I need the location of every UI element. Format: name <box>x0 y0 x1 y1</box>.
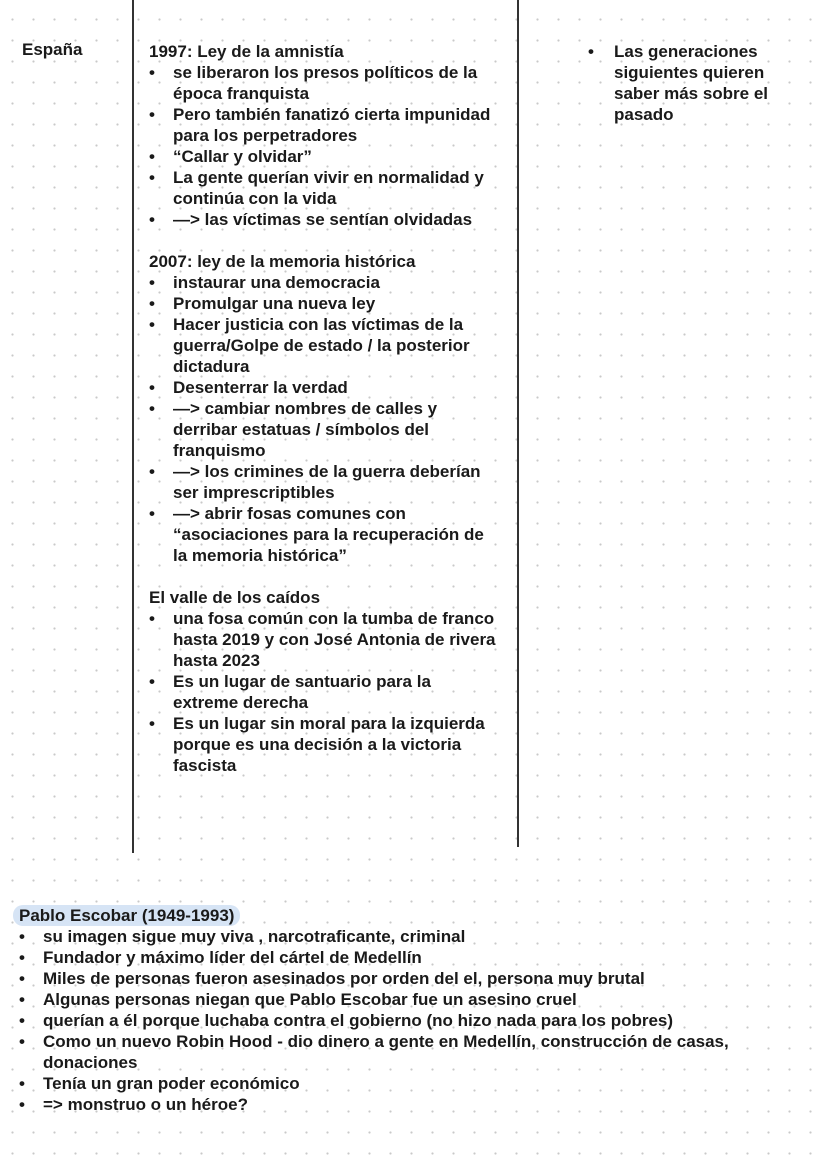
list-item: • Algunas personas niegan que Pablo Escobar fue un asesino cruel <box>19 989 759 1010</box>
memory-law-list <box>149 272 499 566</box>
memory-law-title: 2007: ley de la memoria histórica <box>149 252 416 271</box>
list-item: • —> las víctimas se sentían olvidadas <box>149 209 499 230</box>
list-item: • Tenía un gran poder económico <box>19 1073 759 1094</box>
list-item: • Como un nuevo Robin Hood - dio dinero a gente en Medellín, construcción de casas, donaciones <box>19 1031 759 1073</box>
table-divider-left <box>132 0 134 853</box>
list-item: • Miles de personas fueron asesinados por orden del el, persona muy brutal <box>19 968 759 989</box>
list-item: • => monstruo o un héroe? <box>19 1094 759 1115</box>
list-item: • “Callar y olvidar” <box>149 146 499 167</box>
list-item: • Es un lugar de santuario para la extreme derecha <box>149 671 499 713</box>
valley-list <box>149 608 499 776</box>
list-item: • —> abrir fosas comunes con “asociaciones para la recuperación de la memoria histórica” <box>149 503 499 566</box>
list-item: • su imagen sigue muy viva , narcotraficante, criminal <box>19 926 759 947</box>
list-item: • Las generaciones siguientes quieren saber más sobre el pasado <box>588 41 803 125</box>
country-label: España <box>22 40 83 59</box>
list-item: • Promulgar una nueva ley <box>149 293 499 314</box>
list-item: • Fundador y máximo líder del cártel de Medellín <box>19 947 759 968</box>
list-item: • —> cambiar nombres de calles y derribar estatuas / símbolos del franquismo <box>149 398 499 461</box>
spain-notes <box>149 41 499 776</box>
amnesty-list <box>149 62 499 230</box>
list-item: • querían a él porque luchaba contra el gobierno (no hizo nada para los pobres) <box>19 1010 759 1031</box>
amnesty-title: 1997: Ley de la amnistía <box>149 42 344 61</box>
escobar-title: Pablo Escobar (1949-1993) <box>13 905 240 926</box>
list-item: • una fosa común con la tumba de franco hasta 2019 y con José Antonia de rivera hasta 2023 <box>149 608 499 671</box>
list-item: • La gente querían vivir en normalidad y continúa con la vida <box>149 167 499 209</box>
table-divider-right <box>517 0 519 847</box>
valley-title: El valle de los caídos <box>149 588 321 607</box>
list-item: • Hacer justicia con las víctimas de la guerra/Golpe de estado / la posterior dictadura <box>149 314 499 377</box>
list-item: • Es un lugar sin moral para la izquierda porque es una decisión a la victoria fascista <box>149 713 499 776</box>
right-column-list <box>588 41 803 125</box>
list-item: • instaurar una democracia <box>149 272 499 293</box>
escobar-list <box>19 926 759 1115</box>
list-item: • —> los crimines de la guerra deberían ser imprescriptibles <box>149 461 499 503</box>
escobar-notes <box>19 905 759 1115</box>
right-column-notes <box>588 41 803 125</box>
list-item: • se liberaron los presos políticos de la época franquista <box>149 62 499 104</box>
list-item: • Pero también fanatizó cierta impunidad para los perpetradores <box>149 104 499 146</box>
list-item: • Desenterrar la verdad <box>149 377 499 398</box>
